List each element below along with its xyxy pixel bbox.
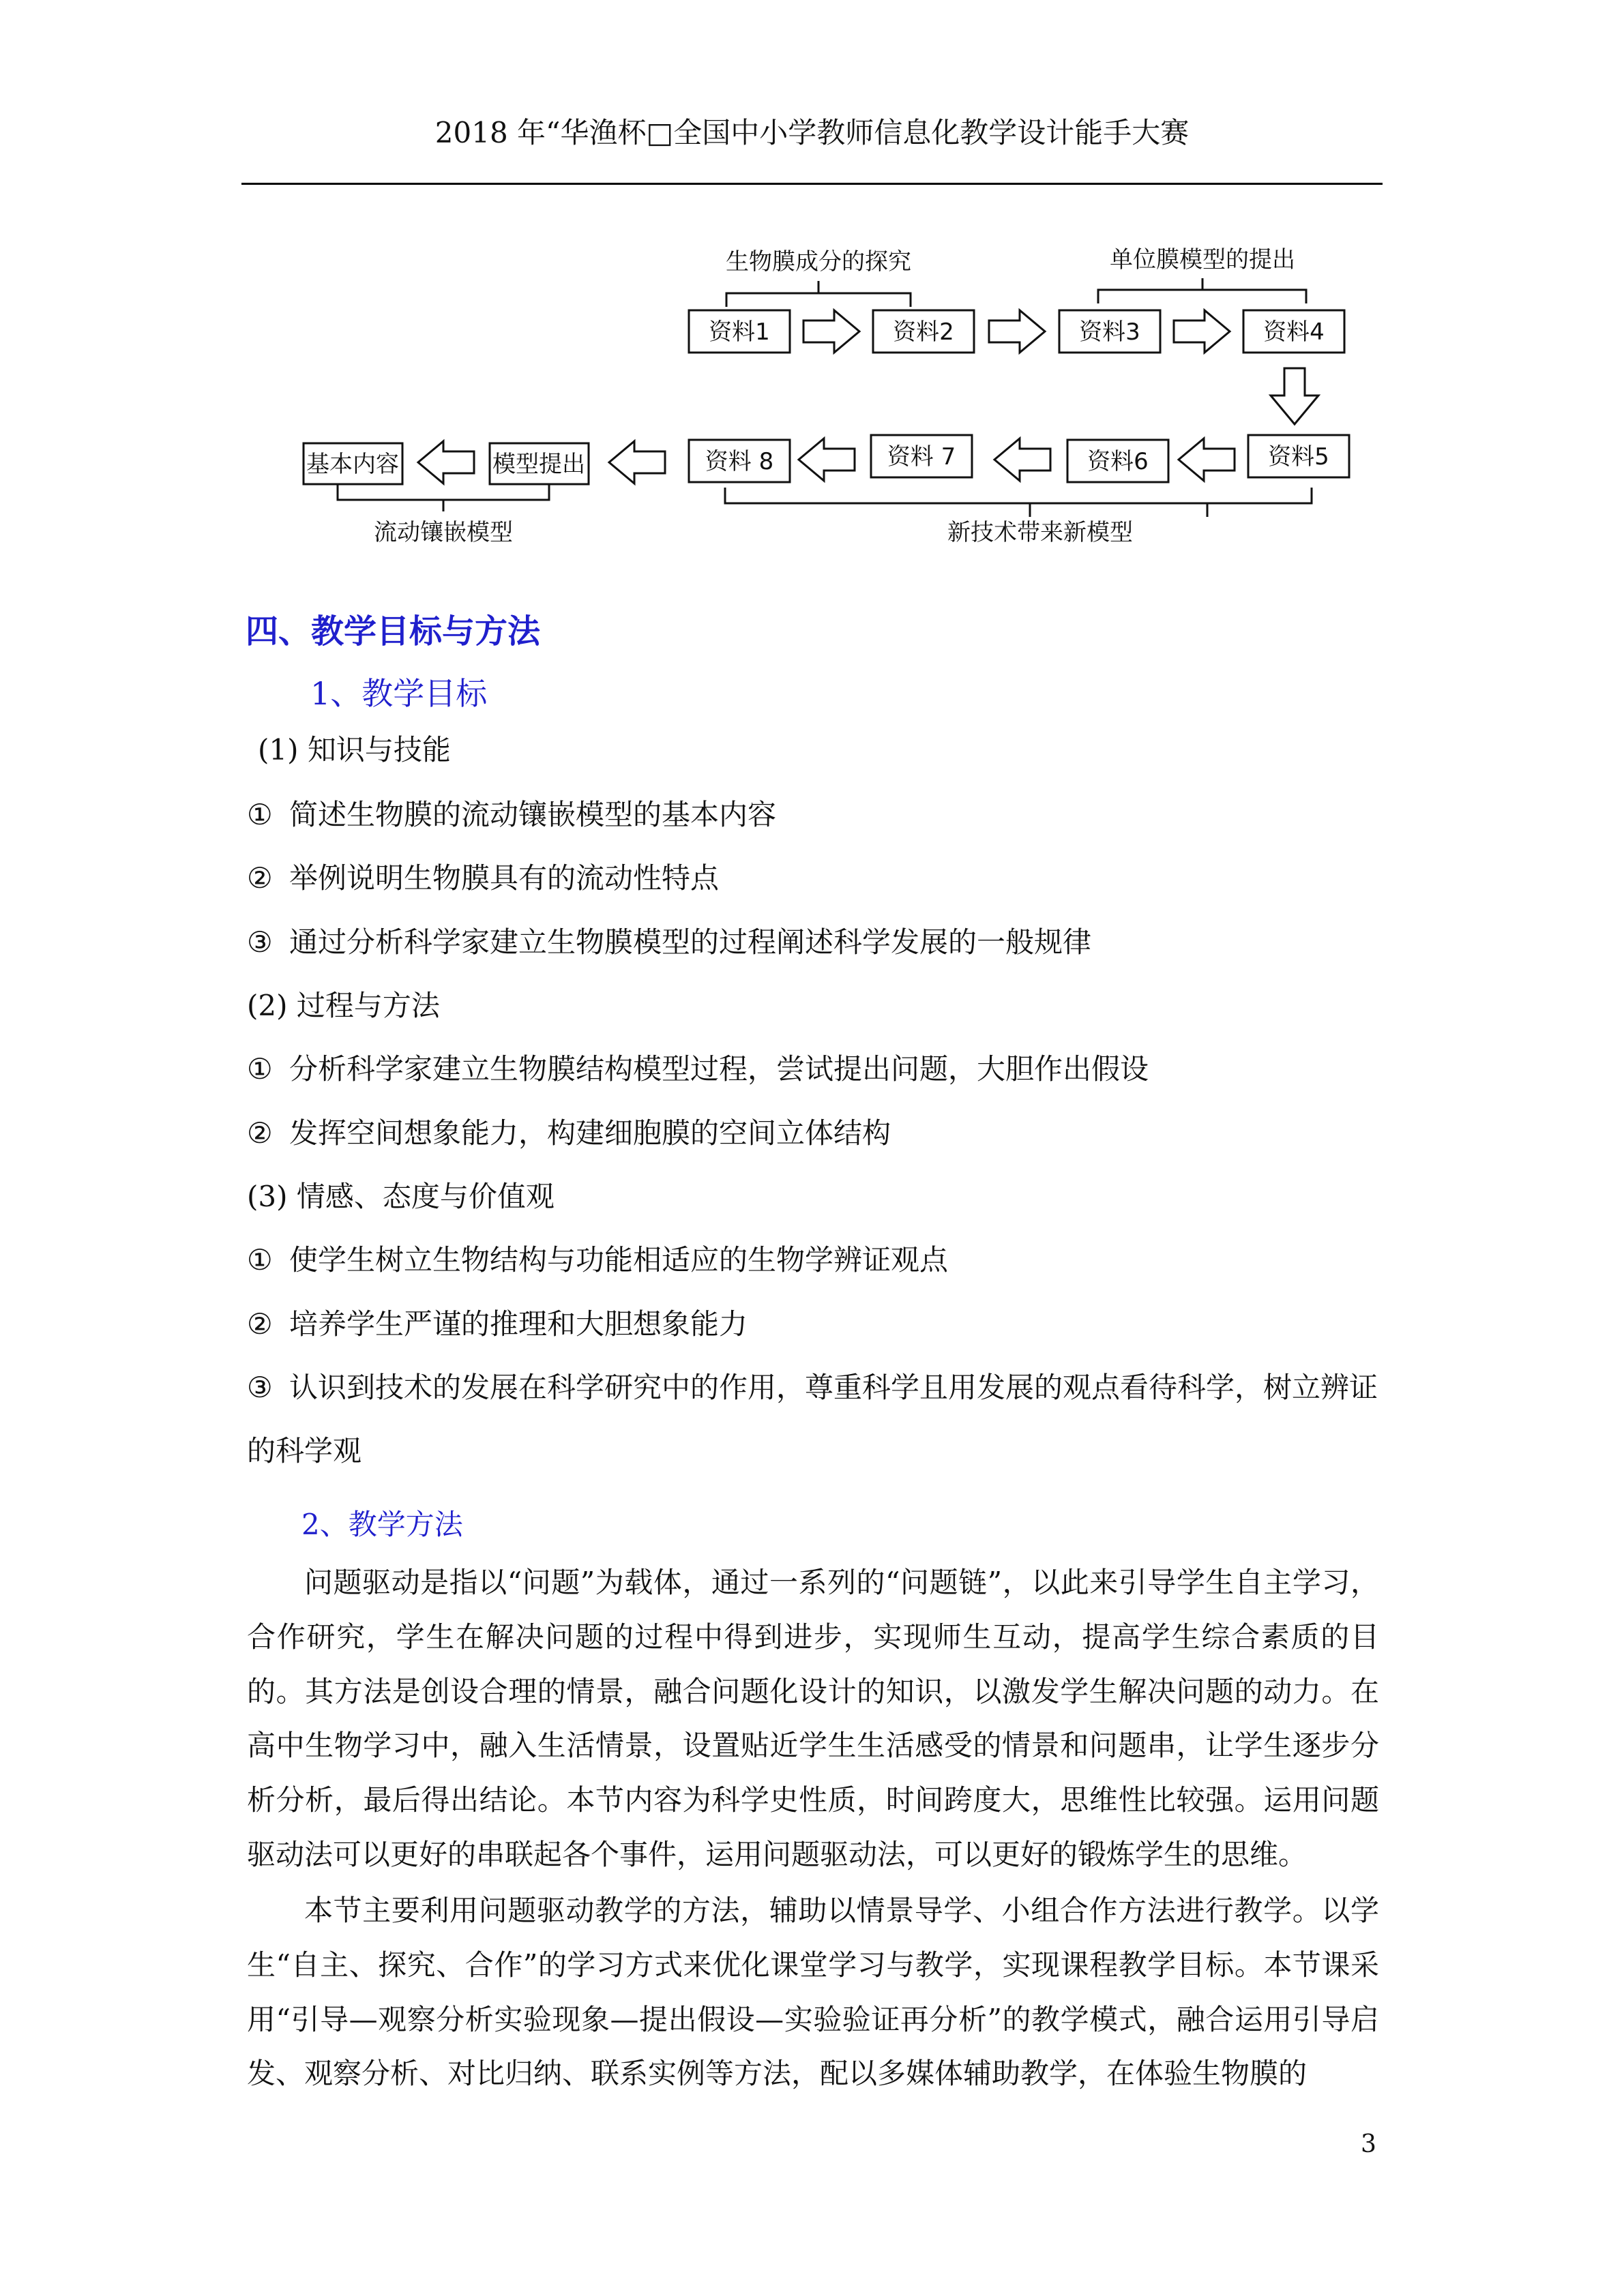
arrow-left-icon [799, 438, 855, 481]
subsection-heading-methods: 2、教学方法 [301, 1508, 463, 1541]
arrow-left-icon [1179, 438, 1235, 481]
bracket-new-technology [725, 488, 1312, 517]
box-label: 基本内容 [306, 451, 399, 478]
box-label: 资料4 [1263, 318, 1325, 346]
arrow-left-icon [418, 441, 474, 483]
list-item: ② 举例说明生物膜具有的流动性特点 [247, 861, 720, 895]
list-item: ③ 认识到技术的发展在科学研究中的作用，尊重科学且用发展的观点看待科学，树立辨证 [247, 1371, 1378, 1404]
list-item: ② 培养学生严谨的推理和大胆想象能力 [247, 1307, 748, 1341]
arrow-down-icon [1271, 368, 1318, 424]
label-unit-membrane-model: 单位膜模型的提出 [1110, 246, 1295, 273]
goal-category-process: (2) 过程与方法 [247, 989, 440, 1022]
subsection-heading-goals: 1、教学目标 [310, 675, 488, 712]
paragraph: 问题驱动是指以“问题”为载体，通过一系列的“问题链”，以此来引导学生自主学习，合作研究，学生在解决问题的过程中得到进步，实现师生互动，提高学生综合素质的目的。其方法是创设合理的情景，融合问题化设计的知识，以激发学生解决问题的动力。在高中生物学习中，融入生活情景，设置贴近学生生活感受的情景和问题串，让学生逐步分析分析，最后得出结论。本节内容为科学史性质，时间跨度大，思维性比较强。运用问题驱动法可以更好的串联起各个事件，运用问题驱动法，可以更好的锻炼学生的思维。 [247, 1566, 1379, 1871]
page-number: 3 [1361, 2130, 1376, 2158]
box-label: 资料 8 [705, 448, 774, 475]
list-item-continuation: 的科学观 [247, 1434, 362, 1467]
section-heading: 四、教学目标与方法 [246, 612, 541, 651]
arrow-left-icon [609, 441, 665, 483]
list-item: ③ 通过分析科学家建立生物膜模型的过程阐述科学发展的一般规律 [247, 925, 1092, 959]
bracket-membrane-composition [726, 281, 911, 307]
arrow-right-icon [803, 310, 859, 353]
label-new-tech-new-model: 新技术带来新模型 [947, 519, 1133, 546]
goal-category-knowledge: (1) 知识与技能 [258, 733, 451, 766]
research-flow-diagram [276, 232, 1354, 566]
arrow-right-icon [989, 310, 1045, 353]
paragraph: 本节主要利用问题驱动教学的方法，辅助以情景导学、小组合作方法进行教学。以学生“自主、探究、合作”的学习方式来优化课堂学习与教学，实现课程教学目标。本节课采用“引导—观察分析实验现象—提出假设—实验验证再分析”的教学模式，融合运用引导启发、观察分析、对比归纳、联系实例等方法，配以多媒体辅助教学，在体验生物膜的 [247, 1894, 1379, 2091]
list-item: ① 使学生树立生物结构与功能相适应的生物学辨证观点 [247, 1243, 949, 1277]
box-label: 资料1 [709, 318, 770, 346]
arrow-right-icon [1174, 310, 1230, 353]
box-label: 资料2 [893, 318, 954, 346]
bracket-fluid-mosaic [338, 484, 549, 511]
goal-category-emotion: (3) 情感、态度与价值观 [247, 1180, 555, 1213]
box-label: 资料 7 [887, 443, 956, 471]
label-fluid-mosaic-model: 流动镶嵌模型 [374, 519, 513, 546]
list-item: ① 简述生物膜的流动镶嵌模型的基本内容 [247, 798, 777, 831]
box-label: 资料3 [1079, 318, 1140, 346]
page-header-title: 2018 年“华渔杯□全国中小学教师信息化教学设计能手大赛 [434, 116, 1190, 149]
arrow-left-icon [994, 438, 1050, 481]
box-label: 资料5 [1268, 443, 1329, 471]
list-item: ① 分析科学家建立生物膜结构模型过程，尝试提出问题，大胆作出假设 [247, 1052, 1149, 1086]
label-membrane-composition: 生物膜成分的探究 [726, 248, 911, 275]
header-divider [241, 183, 1383, 185]
box-label: 资料6 [1087, 448, 1149, 475]
bracket-unit-membrane [1098, 278, 1306, 303]
list-item: ② 发挥空间想象能力，构建细胞膜的空间立体结构 [247, 1116, 891, 1150]
box-label: 模型提出 [492, 451, 585, 478]
